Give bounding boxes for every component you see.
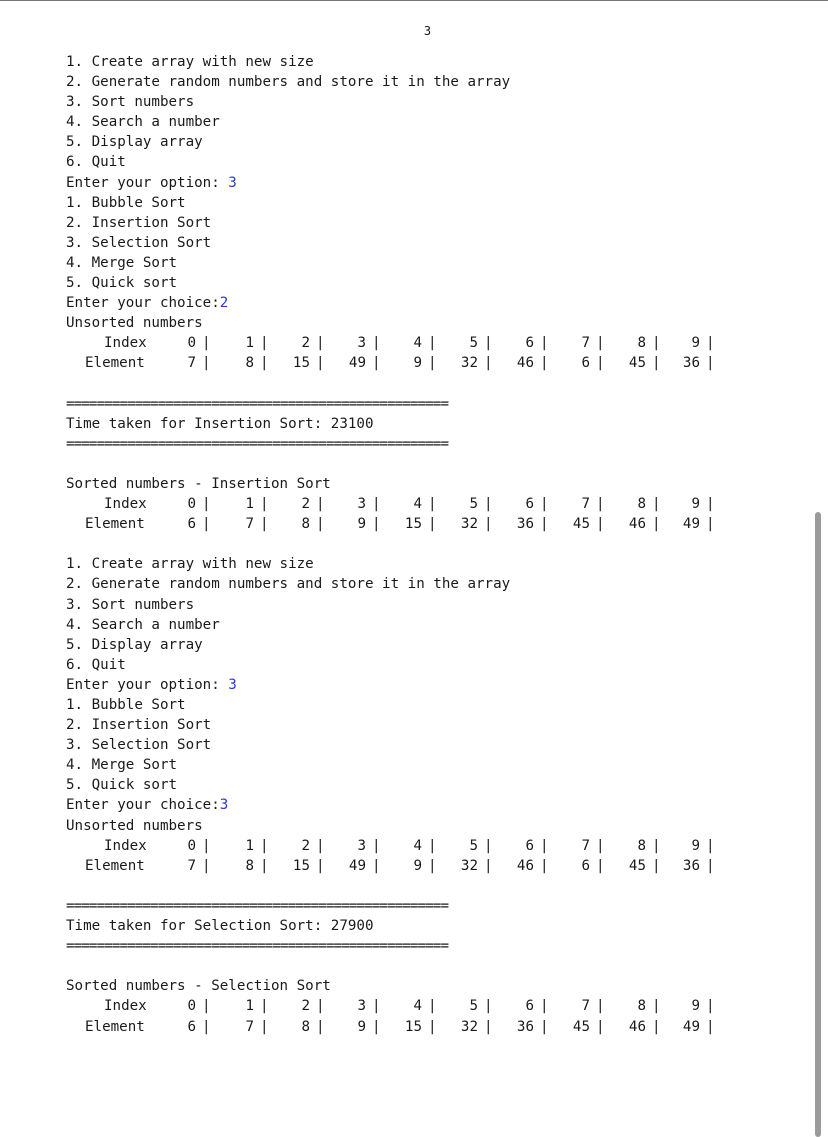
row-label: Index	[104, 998, 147, 1015]
column-separator: |	[316, 857, 325, 874]
page-top-border	[0, 0, 828, 1]
column-separator: |	[316, 335, 325, 352]
column-separator: |	[706, 857, 715, 874]
table-cell: 8	[301, 516, 310, 533]
row-label: Element	[85, 355, 145, 372]
column-separator: |	[484, 998, 493, 1015]
element-row	[66, 514, 786, 534]
table-cell: 6	[581, 355, 590, 372]
column-separator: |	[596, 857, 605, 874]
choice-input: 3	[219, 797, 229, 814]
option-input: 3	[228, 676, 237, 693]
choice-prompt-label: Enter your choice:	[66, 797, 220, 814]
separator-rule: ==================================================	[66, 938, 449, 955]
main-menu-item: 6. Quit	[66, 656, 126, 673]
column-separator: |	[484, 516, 493, 533]
column-separator: |	[484, 1018, 493, 1035]
main-menu-item: 1. Create array with new size	[66, 556, 314, 573]
sort-menu-item: 2. Insertion Sort	[66, 717, 212, 734]
main-menu-item: 4. Search a number	[66, 114, 220, 131]
sort-menu-item: 3. Selection Sort	[66, 737, 212, 754]
option-prompt-label: Enter your option:	[66, 676, 229, 693]
time-taken-text: Time taken for Selection Sort: 27900	[66, 918, 374, 935]
table-cell: 0	[187, 998, 196, 1015]
row-label: Element	[85, 857, 145, 874]
table-cell: 36	[516, 516, 534, 533]
row-label: Index	[104, 335, 147, 352]
table-cell: 2	[301, 496, 310, 513]
column-separator: |	[484, 335, 493, 352]
sort-menu-item: 5. Quick sort	[66, 777, 178, 794]
row-label: Element	[85, 516, 145, 533]
choice-prompt	[66, 293, 786, 313]
table-cell: 6	[187, 1018, 196, 1035]
table-cell: 8	[301, 1018, 310, 1035]
column-separator: |	[706, 335, 715, 352]
column-separator: |	[260, 998, 269, 1015]
separator-rule: ==================================================	[66, 435, 449, 452]
column-separator: |	[484, 837, 493, 854]
main-menu-item: 5. Display array	[66, 636, 203, 653]
option-input: 3	[228, 174, 237, 191]
choice-input: 2	[219, 295, 229, 312]
column-separator: |	[202, 998, 211, 1015]
table-cell: 6	[187, 516, 196, 533]
page-number: 3	[423, 24, 432, 38]
column-separator: |	[540, 496, 549, 513]
table-cell: 9	[413, 355, 422, 372]
table-cell: 4	[413, 837, 422, 854]
column-separator: |	[540, 516, 549, 533]
table-cell: 3	[357, 335, 366, 352]
table-cell: 15	[404, 1018, 422, 1035]
column-separator: |	[428, 998, 437, 1015]
table-cell: 7	[581, 496, 590, 513]
index-row	[66, 836, 786, 856]
sorted-heading: Sorted numbers - Insertion Sort	[66, 475, 331, 492]
table-cell: 4	[413, 998, 422, 1015]
column-separator: |	[652, 998, 661, 1015]
table-cell: 8	[245, 857, 254, 874]
column-separator: |	[260, 837, 269, 854]
table-cell: 9	[691, 335, 700, 352]
choice-prompt-label: Enter your choice:	[66, 295, 220, 312]
sort-menu-item: 2. Insertion Sort	[66, 214, 212, 231]
column-separator: |	[596, 837, 605, 854]
table-cell: 9	[691, 837, 700, 854]
column-separator: |	[316, 1018, 325, 1035]
table-cell: 32	[460, 1018, 478, 1035]
table-cell: 7	[581, 335, 590, 352]
column-separator: |	[596, 496, 605, 513]
table-cell: 9	[691, 998, 700, 1015]
column-separator: |	[202, 857, 211, 874]
column-separator: |	[372, 516, 381, 533]
table-cell: 0	[187, 335, 196, 352]
column-separator: |	[202, 355, 211, 372]
table-cell: 45	[572, 516, 590, 533]
sort-menu-item: 4. Merge Sort	[66, 254, 178, 271]
table-cell: 7	[187, 355, 196, 372]
column-separator: |	[202, 837, 211, 854]
separator-rule: ==================================================	[66, 395, 449, 412]
column-separator: |	[202, 1018, 211, 1035]
table-cell: 6	[525, 496, 534, 513]
column-separator: |	[202, 516, 211, 533]
table-cell: 9	[357, 516, 366, 533]
column-separator: |	[202, 335, 211, 352]
table-cell: 45	[628, 857, 646, 874]
column-separator: |	[706, 516, 715, 533]
table-cell: 46	[516, 355, 534, 372]
time-taken-text: Time taken for Insertion Sort: 23100	[66, 415, 374, 432]
table-cell: 2	[301, 837, 310, 854]
column-separator: |	[540, 355, 549, 372]
blank-line	[66, 454, 786, 474]
main-menu-item: 1. Create array with new size	[66, 54, 314, 70]
sort-menu-item: 1. Bubble Sort	[66, 697, 186, 713]
table-cell: 1	[245, 335, 254, 352]
table-cell: 2	[301, 998, 310, 1015]
column-separator: |	[202, 496, 211, 513]
column-separator: |	[316, 355, 325, 372]
column-separator: |	[484, 355, 493, 372]
element-row	[66, 353, 786, 373]
table-cell: 15	[404, 516, 422, 533]
table-cell: 4	[413, 335, 422, 352]
table-cell: 6	[525, 998, 534, 1015]
table-cell: 36	[682, 355, 700, 372]
table-cell: 6	[581, 857, 590, 874]
blank-line	[66, 956, 786, 976]
column-separator: |	[260, 355, 269, 372]
column-separator: |	[596, 355, 605, 372]
table-cell: 32	[460, 857, 478, 874]
column-separator: |	[260, 335, 269, 352]
main-menu-item: 4. Search a number	[66, 616, 220, 633]
element-row	[66, 1017, 786, 1037]
index-row	[66, 996, 786, 1016]
table-cell: 5	[469, 998, 478, 1015]
column-separator: |	[652, 355, 661, 372]
table-cell: 7	[187, 857, 196, 874]
column-separator: |	[706, 355, 715, 372]
column-separator: |	[372, 335, 381, 352]
table-cell: 45	[572, 1018, 590, 1035]
column-separator: |	[372, 857, 381, 874]
table-cell: 7	[245, 1018, 254, 1035]
table-cell: 8	[637, 837, 646, 854]
sort-menu-item: 3. Selection Sort	[66, 234, 212, 251]
column-separator: |	[540, 1018, 549, 1035]
table-cell: 1	[245, 837, 254, 854]
main-menu-item: 6. Quit	[66, 154, 126, 171]
column-separator: |	[652, 335, 661, 352]
column-separator: |	[652, 496, 661, 513]
column-separator: |	[428, 355, 437, 372]
table-cell: 7	[581, 998, 590, 1015]
table-cell: 1	[245, 998, 254, 1015]
main-menu-item: 5. Display array	[66, 134, 203, 151]
column-separator: |	[428, 857, 437, 874]
unsorted-heading: Unsorted numbers	[66, 817, 203, 834]
column-separator: |	[596, 335, 605, 352]
option-prompt-label: Enter your option:	[66, 174, 229, 191]
main-menu-item: 3. Sort numbers	[66, 596, 195, 613]
table-cell: 8	[637, 335, 646, 352]
table-cell: 9	[357, 1018, 366, 1035]
table-cell: 46	[628, 516, 646, 533]
table-cell: 36	[516, 1018, 534, 1035]
blank-line	[66, 374, 786, 394]
row-label: Element	[85, 1018, 145, 1035]
main-menu-item: 3. Sort numbers	[66, 94, 195, 111]
table-cell: 3	[357, 837, 366, 854]
console-output	[66, 52, 786, 1037]
column-separator: |	[260, 496, 269, 513]
column-separator: |	[540, 857, 549, 874]
table-cell: 2	[301, 335, 310, 352]
column-separator: |	[260, 857, 269, 874]
row-label: Index	[104, 837, 147, 854]
column-separator: |	[652, 516, 661, 533]
main-menu-item: 2. Generate random numbers and store it in the array	[66, 576, 511, 593]
table-cell: 49	[348, 355, 366, 372]
column-separator: |	[372, 355, 381, 372]
column-separator: |	[652, 837, 661, 854]
column-separator: |	[260, 1018, 269, 1035]
separator-rule: ==================================================	[66, 897, 449, 914]
table-cell: 15	[292, 355, 310, 372]
column-separator: |	[706, 837, 715, 854]
column-separator: |	[540, 335, 549, 352]
column-separator: |	[316, 998, 325, 1015]
table-cell: 9	[691, 496, 700, 513]
blank-line	[66, 876, 786, 896]
column-separator: |	[706, 1018, 715, 1035]
column-separator: |	[372, 1018, 381, 1035]
table-cell: 3	[357, 998, 366, 1015]
table-cell: 7	[581, 837, 590, 854]
column-separator: |	[260, 516, 269, 533]
option-prompt	[66, 173, 786, 193]
table-cell: 45	[628, 355, 646, 372]
table-cell: 6	[525, 335, 534, 352]
table-cell: 4	[413, 496, 422, 513]
table-cell: 5	[469, 335, 478, 352]
column-separator: |	[706, 496, 715, 513]
blank-line	[66, 534, 786, 554]
table-cell: 49	[348, 857, 366, 874]
element-row	[66, 856, 786, 876]
table-cell: 3	[357, 496, 366, 513]
table-cell: 32	[460, 516, 478, 533]
index-row	[66, 333, 786, 353]
column-separator: |	[316, 516, 325, 533]
table-cell: 9	[413, 857, 422, 874]
table-cell: 1	[245, 496, 254, 513]
column-separator: |	[316, 496, 325, 513]
column-separator: |	[540, 998, 549, 1015]
sort-menu-item: 5. Quick sort	[66, 275, 178, 292]
column-separator: |	[428, 496, 437, 513]
column-separator: |	[428, 1018, 437, 1035]
unsorted-heading: Unsorted numbers	[66, 315, 203, 332]
vertical-scrollbar[interactable]	[815, 512, 821, 1137]
sort-menu-item: 1. Bubble Sort	[66, 194, 186, 211]
table-cell: 46	[628, 1018, 646, 1035]
table-cell: 8	[245, 355, 254, 372]
table-cell: 0	[187, 837, 196, 854]
table-cell: 5	[469, 496, 478, 513]
table-cell: 7	[245, 516, 254, 533]
table-cell: 49	[682, 516, 700, 533]
main-menu-item: 2. Generate random numbers and store it in the array	[66, 74, 511, 91]
column-separator: |	[316, 837, 325, 854]
table-cell: 32	[460, 355, 478, 372]
column-separator: |	[484, 857, 493, 874]
table-cell: 5	[469, 837, 478, 854]
column-separator: |	[372, 837, 381, 854]
sorted-heading: Sorted numbers - Selection Sort	[66, 978, 331, 995]
column-separator: |	[484, 496, 493, 513]
table-cell: 6	[525, 837, 534, 854]
column-separator: |	[596, 1018, 605, 1035]
column-separator: |	[652, 857, 661, 874]
table-cell: 0	[187, 496, 196, 513]
column-separator: |	[428, 516, 437, 533]
table-cell: 49	[682, 1018, 700, 1035]
column-separator: |	[596, 516, 605, 533]
option-prompt	[66, 675, 786, 695]
row-label: Index	[104, 496, 147, 513]
column-separator: |	[428, 335, 437, 352]
table-cell: 8	[637, 496, 646, 513]
table-cell: 46	[516, 857, 534, 874]
table-cell: 8	[637, 998, 646, 1015]
column-separator: |	[540, 837, 549, 854]
column-separator: |	[372, 998, 381, 1015]
column-separator: |	[652, 1018, 661, 1035]
index-row	[66, 494, 786, 514]
table-cell: 36	[682, 857, 700, 874]
column-separator: |	[596, 998, 605, 1015]
column-separator: |	[372, 496, 381, 513]
choice-prompt	[66, 795, 786, 815]
column-separator: |	[706, 998, 715, 1015]
column-separator: |	[428, 837, 437, 854]
table-cell: 15	[292, 857, 310, 874]
sort-menu-item: 4. Merge Sort	[66, 757, 178, 774]
